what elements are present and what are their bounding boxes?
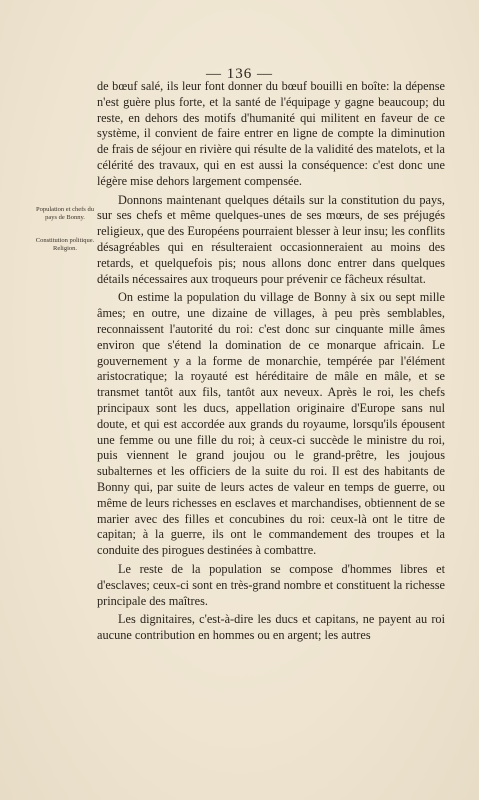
- margin-note-constitution: Constitution politique. Religion.: [35, 237, 95, 252]
- page-number: — 136 —: [206, 66, 273, 82]
- margin-note-population: Population et chefs du pays de Bonny.: [36, 206, 94, 221]
- paragraph-dignitaries: Les dignitaires, c'est-à-dire les ducs et capitans, ne payent au roi aucune contribution en hommes ou en argent; les autres: [97, 612, 445, 643]
- paragraph-population: On estime la population du village de Bonny à six ou sept mille âmes; en outre, une dizaine de villages, à peu près semblables, reconnaissent l'autorité du roi: c'est donc sur cinquante mille âmes environ que s'étend la domination de ce monarque africain. Le gouvernement y a la forme de monarchie, tempérée par l'élément aristocratique; la royauté est héréditaire de mâle en mâle, et se transmet tantôt aux fils, tantôt aux neveux. Après le roi, les chefs principaux sont les ducs, appellation originaire d'Europe sans nul doute, et qui est accordée aux grands du royaume, lorsqu'ils épousent une femme ou une fille du roi; à ceux-ci succède le ministre du roi, puis viennent le grand joujou ou le grand-prêtre, les joujous subalternes et les officiers de la suite du roi. Il est des habitants de Bonny qui, par suite de leurs actes de valeur en temps de guerre, ou même de leurs richesses en esclaves et marchandises, obtiennent de se marier avec des filles et concubines du roi: ceux-là ont le titre de capitan; à la guerre, ils ont le commandement des troupes et la conduite des pirogues destinées à combattre.: [97, 290, 445, 558]
- paragraph-continuation: de bœuf salé, ils leur font donner du bœuf bouilli en boîte: la dépense n'est guère plus forte, et la santé de l'équipage y gagne beaucoup; du reste, en dehors des motifs d'humanité qui militent en faveur de ce système, il convient de faire entrer en ligne de compte la diminution de frais de séjour en rivière qui résulte de la validité des matelots, et la célérité des travaux, qui en est aussi la conséquence: c'est donc une légère mise dehors largement compensée.: [97, 79, 445, 188]
- paragraph-constitution-intro: Donnons maintenant quelques détails sur la constitution du pays, sur ses chefs et même quelques-unes de ses mœurs, de ses préjugés religieux, que des Européens pourraient blesser à leur insu; les conflits désagréables qui en résulteraient occasionneraient au moins des retards, et quelquefois pis; nous allons donc entrer dans quelques détails nécessaires aux troqueurs pour prévenir ce fâcheux résultat.: [97, 192, 445, 286]
- paragraph-remaining-population: Le reste de la population se compose d'hommes libres et d'esclaves; ceux-ci sont en très-grand nombre et constituent la richesse principale des maîtres.: [97, 561, 445, 608]
- body-text: [97, 79, 445, 644]
